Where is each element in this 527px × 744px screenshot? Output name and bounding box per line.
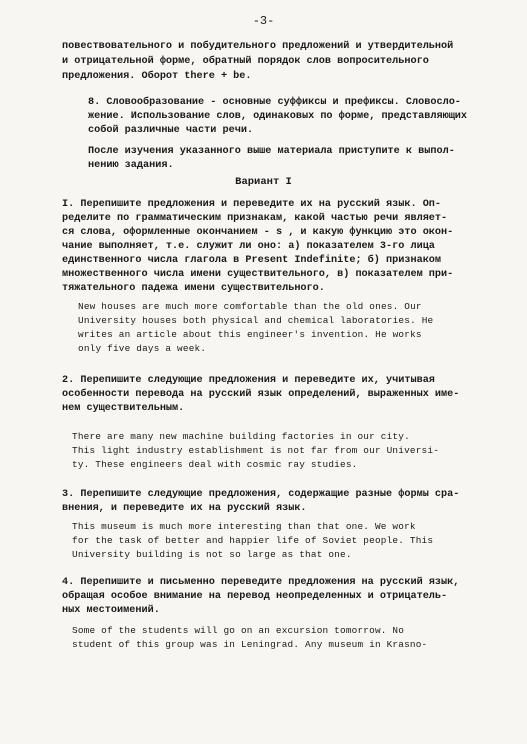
task-4-sentences: Some of the students will go on an excursion tomorrow. No student of this group was in Leningrad. Any museum in Krasno- [72, 625, 428, 650]
intro-line-3: предложения. Оборот there + be. [62, 71, 252, 82]
item-8-word-formation: 8. Словообразование - основные суффиксы и префиксы. Словосло- жение. Использование слов, одинаковых по форме, представляющих собой различные части речи. [88, 97, 468, 136]
variant-heading: Вариант I [235, 176, 292, 188]
intro-line-1: повествовательного и побудительного предложений и утвердительной [62, 41, 454, 52]
intro-line-2: и отрицательной форме, обратный порядок слов вопросительного [62, 56, 429, 67]
task-3-instruction: 3. Перепишите следующие предложения, содержащие разные формы сра- внения, и переведите их на русский язык. [62, 489, 460, 514]
task-2-sentences: There are many new machine building factories in our city. This light industry establishment is not far from our Universi- ty. These engineers deal with cosmic ray studies. [72, 431, 440, 470]
task-2-instruction: 2. Перепишите следующие предложения и переведите их, учитывая особенности перевода на русский язык определений, выраженных име- нем существительным. [62, 375, 460, 414]
task-3-sentences: This museum is much more interesting than that one. We work for the task of better and happier life of Soviet people. This University building is not so large as that one. [72, 521, 434, 560]
task-4-instruction: 4. Перепишите и письменно переведите предложения на русский язык, обращая особое внимание на перевод неопределенных и отрицатель- ных местоимений. [62, 577, 460, 616]
task-1-sentences: New houses are much more comfortable than the old ones. Our University houses both physical and chemical laboratories. He writes an article about this engineer's invention. He works only five days a week. [78, 301, 434, 354]
page-number: -3- [252, 14, 275, 28]
task-1-instruction: I. Перепишите предложения и переведите их на русский язык. Оп- ределите по грамматическим признакам, какой частью речи являет- ся слова, оформленные окончанием - s , и какую функцию это окон- чание выполняет, т.е. служит ли оно: а) показателем 3-го лица единственного числа глагола в Present Indefinite; б) признаком множественного числа имени существительного, в) показателем при- тяжательного падежа имени существительного. [62, 199, 454, 294]
closing-instruction: После изучения указанного выше материала приступите к выпол- нению задания. [88, 146, 455, 171]
